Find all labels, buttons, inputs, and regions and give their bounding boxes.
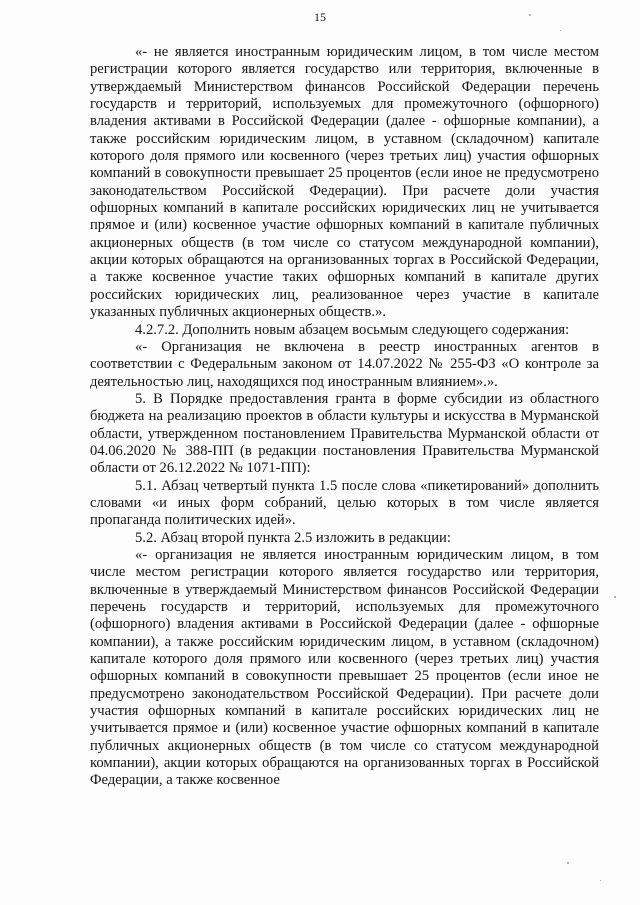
page-number: 15	[314, 10, 326, 24]
scan-speck	[560, 30, 561, 31]
scan-speck	[614, 596, 616, 598]
paragraph-5-1: 5.1. Абзац четвертый пункта 1.5 после слова «пикетирований» дополнить словами «и иных форм собраний, целью которых в том числе является пропаганда политических идей».	[90, 477, 599, 529]
scan-speck	[600, 880, 601, 881]
paragraph-5: 5. В Порядке предоставления гранта в форме субсидии из областного бюджета на реализацию проектов в области культуры и искусства в Мурманской области, утвержденном постановлением Правительства Мурманской области от 04.06.2020 № 388-ПП (в редакции постановления Правительства Мурманской области от 26.12.2022 № 1071-ПП):	[90, 390, 599, 477]
paragraph-5-2: 5.2. Абзац второй пункта 2.5 изложить в редакции:	[135, 529, 451, 546]
paragraph-offshore-criterion-new: «- организация не является иностранным юридическим лицом, в том числе местом регистрации которого является государство или территория, включенные в утверждаемый Министерством финансов Российской Федерации перечень государств и территорий, используемых для промежуточного (офшорного) владения активами в Российской Федерации (далее - офшорные компании), а также российским юридическим лицом, в уставном (складочном) капитале которого доля прямого или косвенного (через третьих лиц) участия офшорных компаний в совокупности превышает 25 процентов (если иное не предусмотрено законодательством Российской Федерации). При расчете доли участия офшорных компаний в капитале российских юридических лиц не учитывается прямое и (или) косвенное участие офшорных компаний в капитале публичных акционерных обществ (в том числе со статусом международной компании), акции которых обращаются на организованных торгах в Российской Федерации, а также косвенное	[90, 546, 599, 789]
document-body	[90, 44, 599, 790]
paragraph-4-2-7-2: 4.2.7.2. Дополнить новым абзацем восьмым следующего содержания:	[135, 321, 570, 338]
scan-speck	[567, 862, 569, 864]
paragraph-offshore-criterion: «- не является иностранным юридическим лицом, в том числе местом регистрации которого является государство или территория, включенные в утверждаемый Министерством финансов Российской Федерации перечень государств и территорий, используемых для промежуточного (офшорного) владения активами в Российской Федерации (далее - офшорные компании), а также российским юридическим лицом, в уставном (складочном) капитале которого доля прямого или косвенного (через третьих лиц) участия офшорных компаний в совокупности превышает 25 процентов (если иное не предусмотрено законодательством Российской Федерации). При расчете доли участия офшорных компаний в капитале российских юридических лиц не учитывается прямое и (или) косвенное участие офшорных компаний в капитале публичных акционерных обществ (в том числе со статусом международной компании), акции которых обращаются на организованных торгах в Российской Федерации, а также косвенное участие таких офшорных компаний в капитале других российских юридических лиц, реализованное через участие в капитале указанных публичных акционерных обществ.».	[90, 44, 599, 321]
paragraph-foreign-agent: «- Организация не включена в реестр иностранных агентов в соответствии с Федеральным законом от 14.07.2022 № 255-ФЗ «О контроле за деятельностью лиц, находящихся под иностранным влиянием».».	[90, 338, 599, 390]
scan-speck	[529, 14, 531, 16]
